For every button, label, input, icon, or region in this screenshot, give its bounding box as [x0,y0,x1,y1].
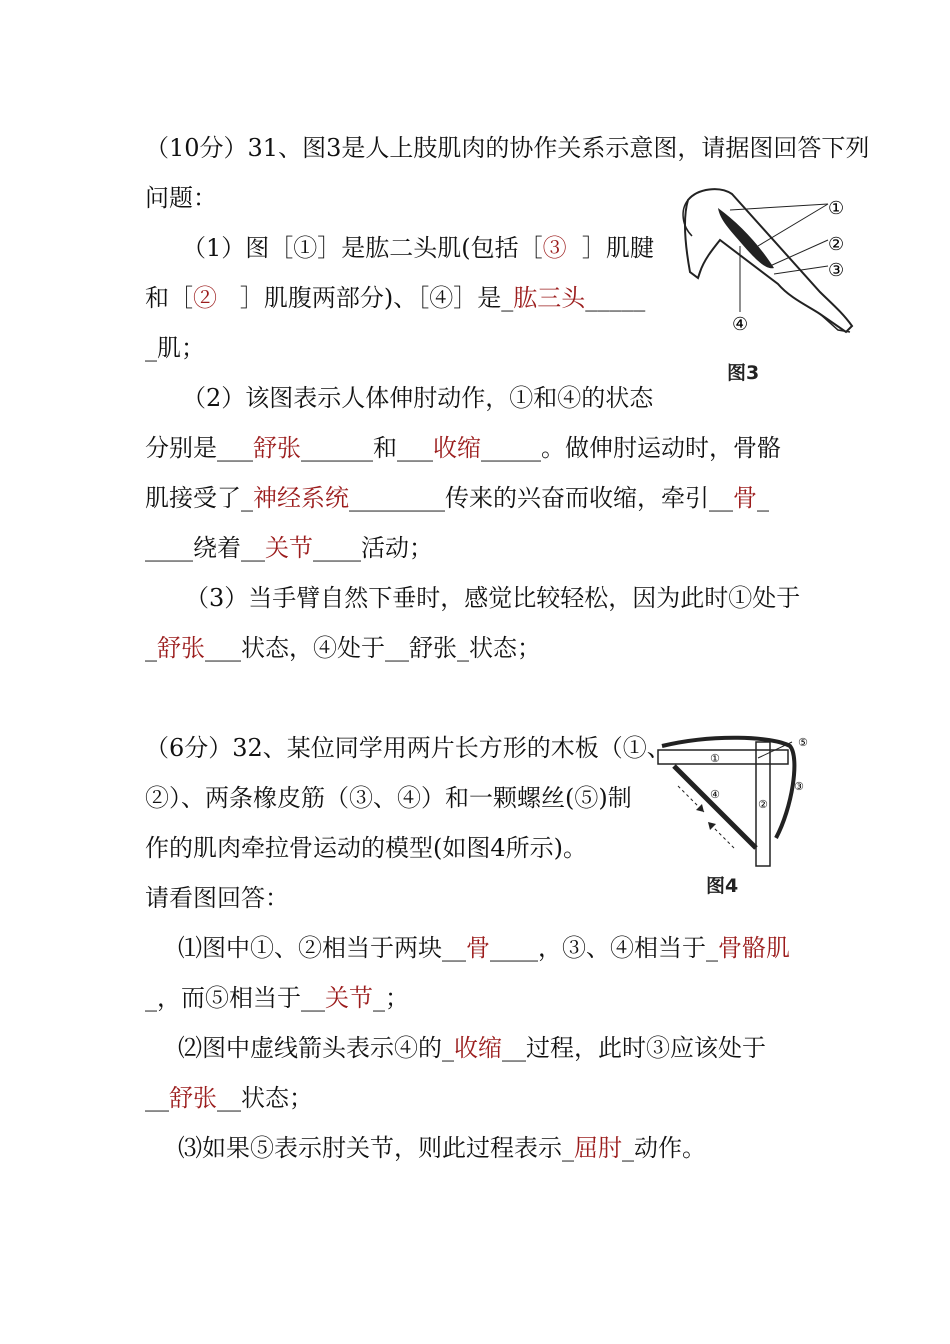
label-1: ① [710,752,720,765]
answer: ② [193,284,217,312]
q31-line-11: _舒张___状态，④处于__舒张_状态； [145,634,541,662]
label-4: ④ [732,314,749,335]
arm-muscle-figure [670,180,870,340]
q32-line-9: ⑶如果⑤表示肘关节，则此过程表示_屈肘_动作。 [178,1134,706,1162]
figure-3-caption: 图3 [727,362,760,384]
answer: 骨骼肌 [718,934,790,962]
answer: 舒张 [169,1084,217,1112]
answer: 骨 [466,934,490,962]
board-model-figure [652,728,822,870]
q32-line-7: ⑵图中虚线箭头表示④的_收缩__过程，此时③应该处于 [178,1034,766,1062]
answer: 关节 [325,984,373,1012]
answer: 舒张 [157,634,205,662]
q31-line-3: （1）图［①］是肱二头肌(包括［③ ］肌腱 [182,234,654,262]
q32-line-8: __舒张__状态； [145,1084,313,1112]
label-2: ② [828,234,845,255]
q32-line-3: 作的肌肉牵拉骨运动的模型(如图4所示)。 [145,834,587,862]
label-5: ⑤ [798,736,808,749]
label-1: ① [828,198,845,219]
q32-line-6: _，而⑤相当于__关节_； [145,984,409,1012]
q32-line-5: ⑴图中①、②相当于两块__骨____，③、④相当于_骨骼肌 [178,934,790,962]
label-3: ③ [828,260,845,281]
answer: 骨 [733,484,757,512]
q31-line-7: 分别是___舒张______和___收缩_____。做伸肘运动时，骨骼 [145,434,781,462]
q31-line-6: （2）该图表示人体伸肘动作，①和④的状态 [182,384,654,412]
figure-4-caption: 图4 [706,875,739,897]
q31-line-10: （3）当手臂自然下垂时，感觉比较轻松，因为此时①处于 [185,584,801,612]
label-3: ③ [794,780,804,793]
q31-line-2: 问题： [145,184,217,212]
label-4: ④ [710,788,720,801]
q32-line-2: ②）、两条橡皮筋（③、④）和一颗螺丝(⑤)制 [145,784,632,812]
answer: 肱三头 [513,284,586,312]
answer: 关节 [265,534,313,562]
q31-line-4: 和［② ］肌腹两部分)、［④］是_肱三头_____ [145,284,646,312]
answer: 收缩 [433,434,481,462]
q31-line-8: 肌接受了_神经系统________传来的兴奋而收缩，牵引__骨_ [145,484,769,512]
q31-line-1: （10分）31、图3是人上肢肌肉的协作关系示意图，请据图回答下列 [145,134,870,162]
q32-line-1: （6分）32、某位同学用两片长方形的木板（①、 [145,734,671,762]
answer: 舒张 [253,434,301,462]
answer: ③ [542,234,567,262]
answer: 屈肘 [574,1134,622,1162]
q32-line-4: 请看图回答： [145,884,289,912]
q31-line-9: ____绕着__关节____活动； [145,534,433,562]
answer: 收缩 [454,1034,502,1062]
label-2: ② [758,798,768,811]
answer: 神经系统 [253,484,349,512]
q31-line-5: _肌； [145,334,205,362]
